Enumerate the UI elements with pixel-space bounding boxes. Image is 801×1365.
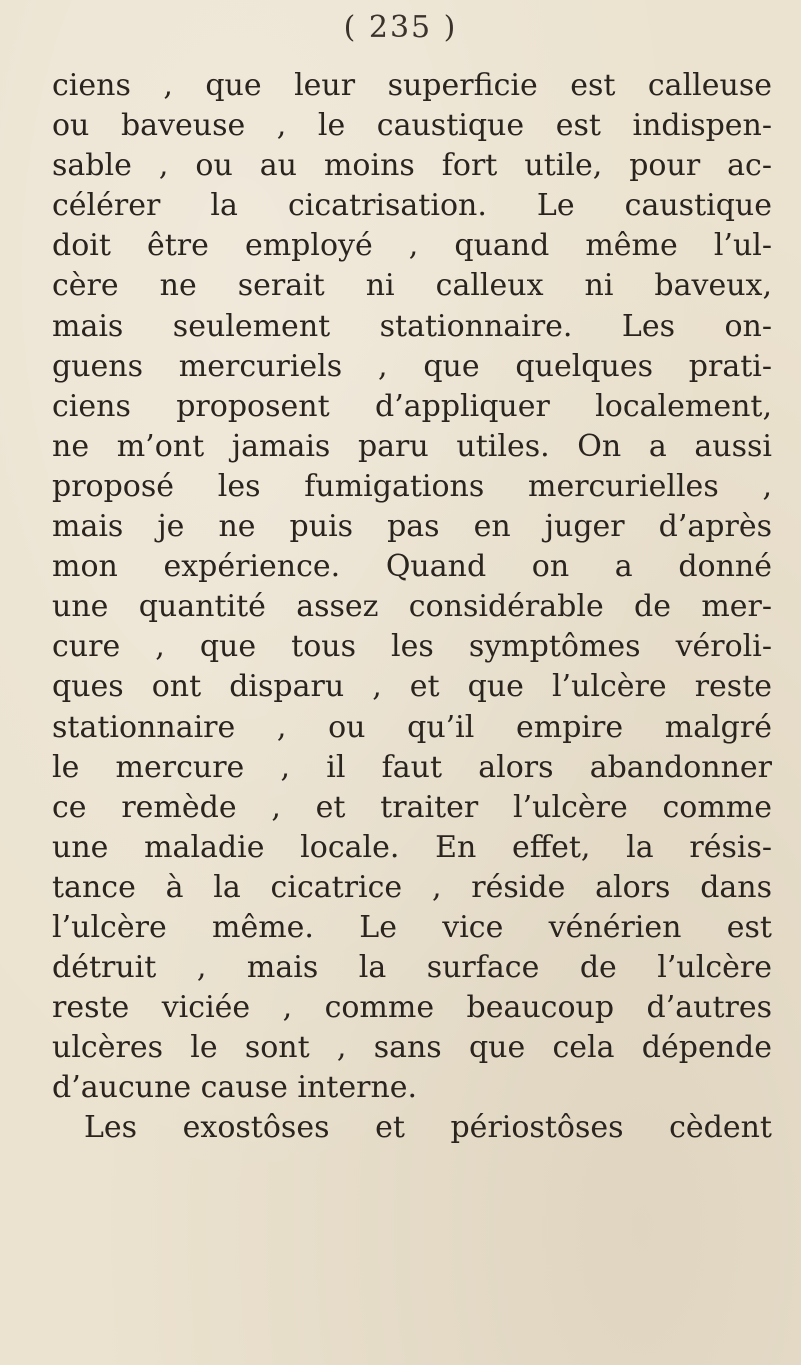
- text-line: célérer la cicatrisation. Le caustique: [52, 188, 772, 224]
- page-number: ( 235 ): [343, 10, 458, 45]
- text-line: guens mercuriels , que quelques prati-: [52, 348, 772, 384]
- text-line: une maladie locale. En effet, la résis-: [52, 829, 772, 865]
- text-line: l’ulcère même. Le vice vénérien est: [52, 909, 772, 945]
- text-line: sable , ou au moins fort utile, pour ac-: [52, 148, 772, 184]
- text-line: le mercure , il faut alors abandonner: [52, 749, 772, 785]
- text-line: une quantité assez considérable de mer-: [52, 589, 772, 625]
- text-line: mais seulement stationnaire. Les on-: [52, 308, 772, 344]
- text-line: ciens proposent d’appliquer localement,: [52, 388, 772, 424]
- text-line: ou baveuse , le caustique est indispen-: [52, 108, 772, 144]
- text-line: ulcères le sont , sans que cela dépende: [52, 1030, 772, 1066]
- text-line: ques ont disparu , et que l’ulcère reste: [52, 669, 772, 705]
- text-line: ce remède , et traiter l’ulcère comme: [52, 789, 772, 825]
- text-line: reste viciée , comme beaucoup d’autres: [52, 990, 772, 1026]
- text-line: stationnaire , ou qu’il empire malgré: [52, 709, 772, 745]
- text-line: cure , que tous les symptômes véroli-: [52, 629, 772, 665]
- text-line: ciens , que leur superficie est calleuse: [52, 68, 772, 103]
- text-line: tance à la cicatrice , réside alors dans: [52, 869, 772, 905]
- body-text: [52, 66, 772, 1149]
- text-line: d’aucune cause interne.: [52, 1070, 418, 1106]
- text-line: mon expérience. Quand on a donné: [52, 549, 772, 585]
- text-line: doit être employé , quand même l’ul-: [52, 228, 772, 264]
- text-line: ne m’ont jamais paru utiles. On a aussi: [52, 428, 772, 464]
- text-line: proposé les fumigations mercurielles ,: [52, 468, 772, 504]
- text-line: détruit , mais la surface de l’ulcère: [52, 950, 772, 986]
- text-line: mais je ne puis pas en juger d’après: [52, 509, 772, 545]
- text-line: cère ne serait ni calleux ni baveux,: [52, 268, 772, 304]
- text-line: Les exostôses et périostôses cèdent: [84, 1110, 772, 1146]
